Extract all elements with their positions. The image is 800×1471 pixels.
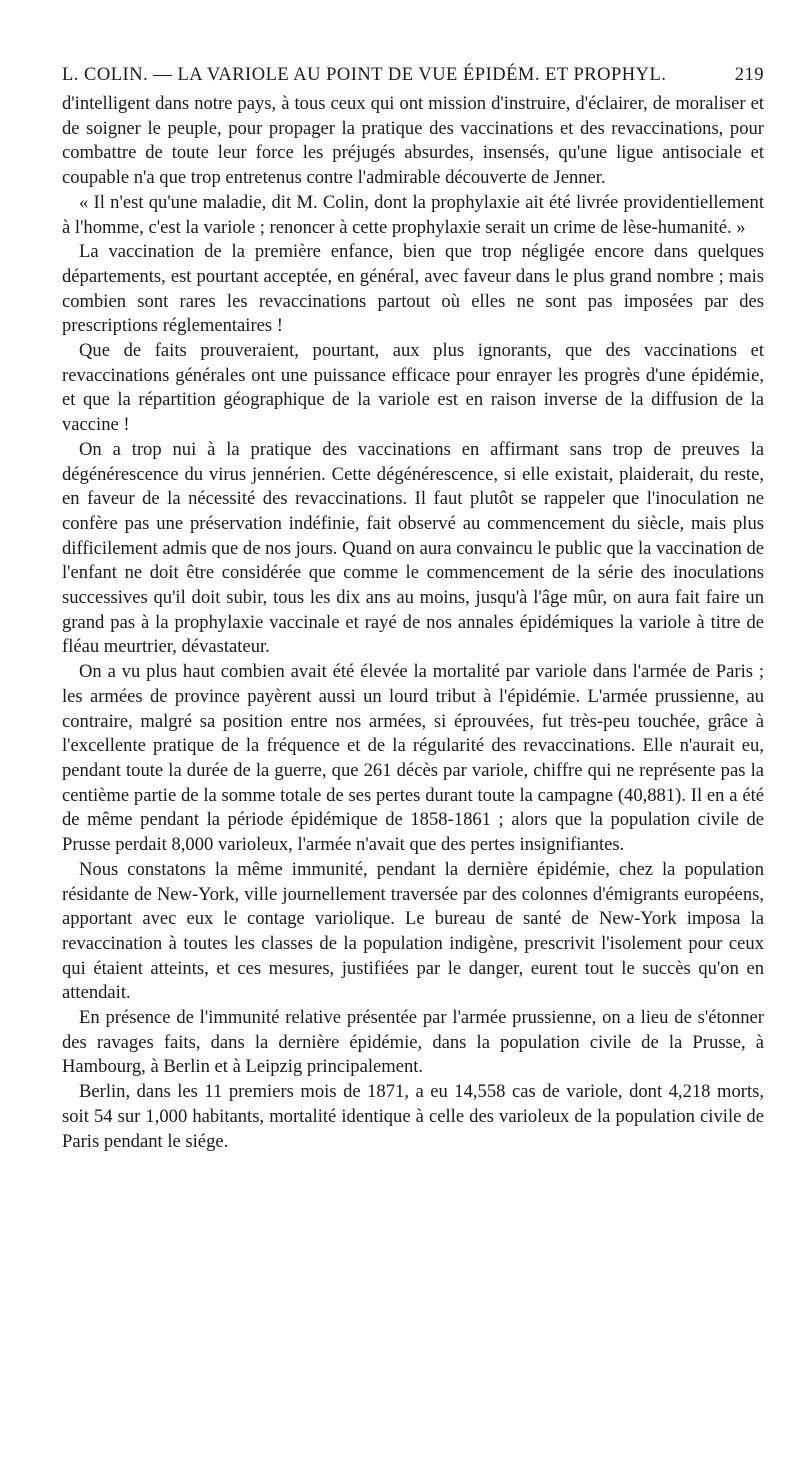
- paragraph-virus-degeneration: On a trop nui à la pratique des vaccinations en affirmant sans trop de preuves la dégénérescence du virus jennérien. Cette dégénérescence, si elle existait, plaiderait, du reste, en faveur de la nécessité des revaccinations. Il faut plutôt se rappeler que l'inoculation ne confère pas une préservation indéfinie, fait observé au commencement du siècle, mais plus difficilement admis que de nos jours. Quand on aura convaincu le public que la vaccination de l'enfant ne doit être considérée que comme le commencement de la série des inoculations successives qu'il doit subir, tous les dix ans au moins, jusqu'à l'âge mûr, on aura fait faire un grand pas à la prophylaxie vaccinale et rayé de nos annales épidémiques la variole à titre de fléau meurtrier, dévastateur.: [62, 438, 764, 658]
- paragraph-colin-quote: « Il n'est qu'une maladie, dit M. Colin, dont la prophylaxie ait été livrée providentiellement à l'homme, c'est la variole ; renoncer à cette prophylaxie serait un crime de lèse-humanité. »: [62, 191, 764, 238]
- page-number: 219: [734, 65, 764, 85]
- paragraph-first-childhood-vaccination: La vaccination de la première enfance, bien que trop négligée encore dans quelques départements, est pourtant acceptée, en général, avec faveur dans le plus grand nombre ; mais combien sont rares les revaccinations partout où elles ne sont pas imposées par des prescriptions réglementaires !: [62, 241, 764, 337]
- document-page: [62, 58, 764, 1154]
- running-title: L. COLIN. — LA VARIOLE AU POINT DE VUE ÉPIDÉM. ET PROPHYL.: [62, 65, 667, 85]
- body-text: [62, 92, 764, 1154]
- paragraph-prussian-civil-population: En présence de l'immunité relative présentée par l'armée prussienne, on a lieu de s'étonner des ravages faits, dans la dernière épidémie, dans la population civile de la Prusse, à Hambourg, à Berlin et à Leipzig principalement.: [62, 1007, 764, 1078]
- running-head: [62, 58, 764, 92]
- paragraph-prussian-army: On a vu plus haut combien avait été élevée la mortalité par variole dans l'armée de Paris ; les armées de province payèrent aussi un lourd tribut à l'épidémie. L'armée prussienne, au contraire, malgré sa position entre nos armées, si éprouvées, fut très-peu touchée, grâce à l'excellente pratique de la fréquence et de la régularité des revaccinations. Elle n'aurait eu, pendant toute la durée de la guerre, que 261 décès par variole, chiffre qui ne représente pas la centième partie de la somme totale de ses pertes durant toute la campagne (40,881). Il en a été de même pendant la période épidémique de 1858-1861 ; alors que la population civile de Prusse perdait 8,000 varioleux, l'armée n'avait que des pertes insignifiantes.: [62, 661, 764, 856]
- paragraph-continuation: d'intelligent dans notre pays, à tous ceux qui ont mission d'instruire, d'éclairer, de moraliser et de soigner le peuple, pour propager la pratique des vaccinations et des revaccinations, pour combattre de toute leur force les préjugés absurdes, insensés, qu'une ligue antisociale et coupable n'a que trop entretenus contre l'admirable découverte de Jenner.: [62, 93, 764, 189]
- paragraph-new-york: Nous constatons la même immunité, pendant la dernière épidémie, chez la population résidante de New-York, ville journellement traversée par des colonnes d'émigrants européens, apportant avec eux le contage variolique. Le bureau de santé de New-York imposa la revaccination à toutes les classes de la population indigène, prescrivit l'isolement pour ceux qui étaient atteints, et ces mesures, justifiées par le danger, eurent tout le succès qu'on en attendait.: [62, 858, 764, 1004]
- paragraph-berlin-statistics: Berlin, dans les 11 premiers mois de 1871, a eu 14,558 cas de variole, dont 4,218 morts, soit 54 sur 1,000 habitants, mortalité identique à celle des varioleux de la population civile de Paris pendant le siége.: [62, 1081, 764, 1152]
- paragraph-efficacy-facts: Que de faits prouveraient, pourtant, aux plus ignorants, que des vaccinations et revaccinations générales ont une puissance efficace pour enrayer les progrès d'une épidémie, et que la répartition géographique de la variole est en raison inverse de la diffusion de la vaccine !: [62, 340, 764, 436]
